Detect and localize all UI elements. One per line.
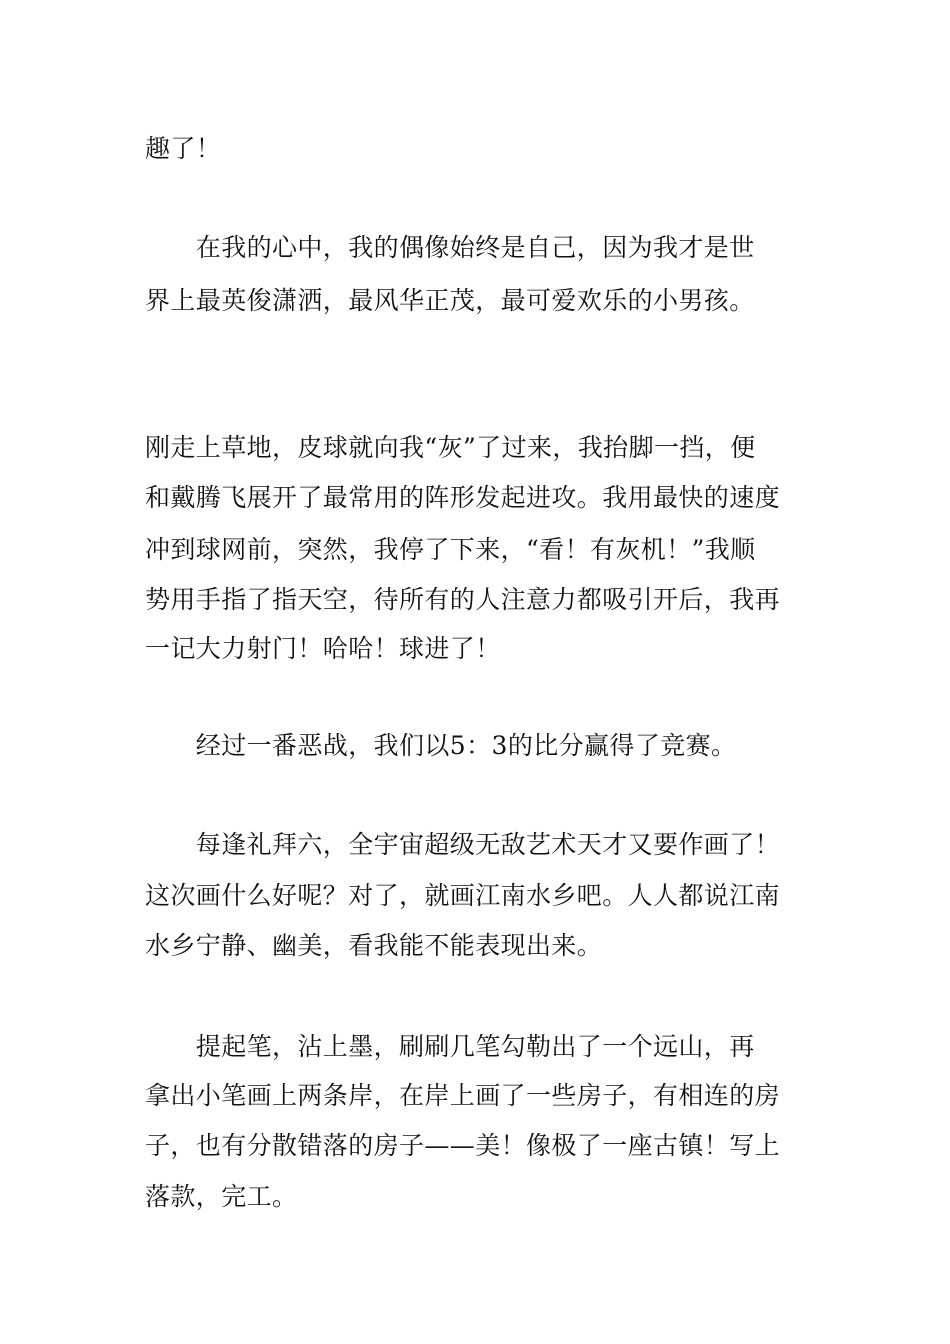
paragraph-line: 刚走上草地，皮球就向我“灰”了过来，我抬脚一挡，便 bbox=[145, 433, 756, 462]
paragraph-line: 一记大力射门！哈哈！球进了！ bbox=[145, 634, 501, 663]
paragraph-line: 子，也有分散错落的房子——美！像极了一座古镇！写上 bbox=[145, 1131, 781, 1160]
paragraph-line: 界上最英俊潇洒，最风华正茂，最可爱欢乐的小男孩。 bbox=[145, 286, 755, 315]
paragraph-line: 每逢礼拜六，全宇宙超级无敌艺术天才又要作画了！ bbox=[145, 830, 781, 859]
paragraph-line: 提起笔，沾上墨，刷刷几笔勾勒出了一个远山，再 bbox=[145, 1032, 755, 1061]
paragraph-line: 势用手指了指天空，待所有的人注意力都吸引开后，我再 bbox=[145, 585, 781, 614]
paragraph-line: 在我的心中，我的偶像始终是自己，因为我才是世 bbox=[145, 233, 755, 262]
paragraph-line: 这次画什么好呢？对了，就画江南水乡吧。人人都说江南 bbox=[145, 881, 781, 910]
paragraph-line: 水乡宁静、幽美，看我能不能表现出来。 bbox=[145, 931, 603, 960]
paragraph-line: 落款，完工。 bbox=[145, 1182, 298, 1211]
paragraph-line: 和戴腾飞展开了最常用的阵形发起进攻。我用最快的速度 bbox=[145, 483, 781, 512]
paragraph-line: 拿出小笔画上两条岸，在岸上画了一些房子，有相连的房 bbox=[145, 1081, 781, 1110]
paragraph-line: 趣了！ bbox=[145, 134, 222, 163]
paragraph-line: 经过一番恶战，我们以5：3的比分赢得了竞赛。 bbox=[145, 731, 737, 760]
paragraph-line: 冲到球网前，突然，我停了下来，“看！有灰机！”我顺 bbox=[145, 535, 756, 564]
